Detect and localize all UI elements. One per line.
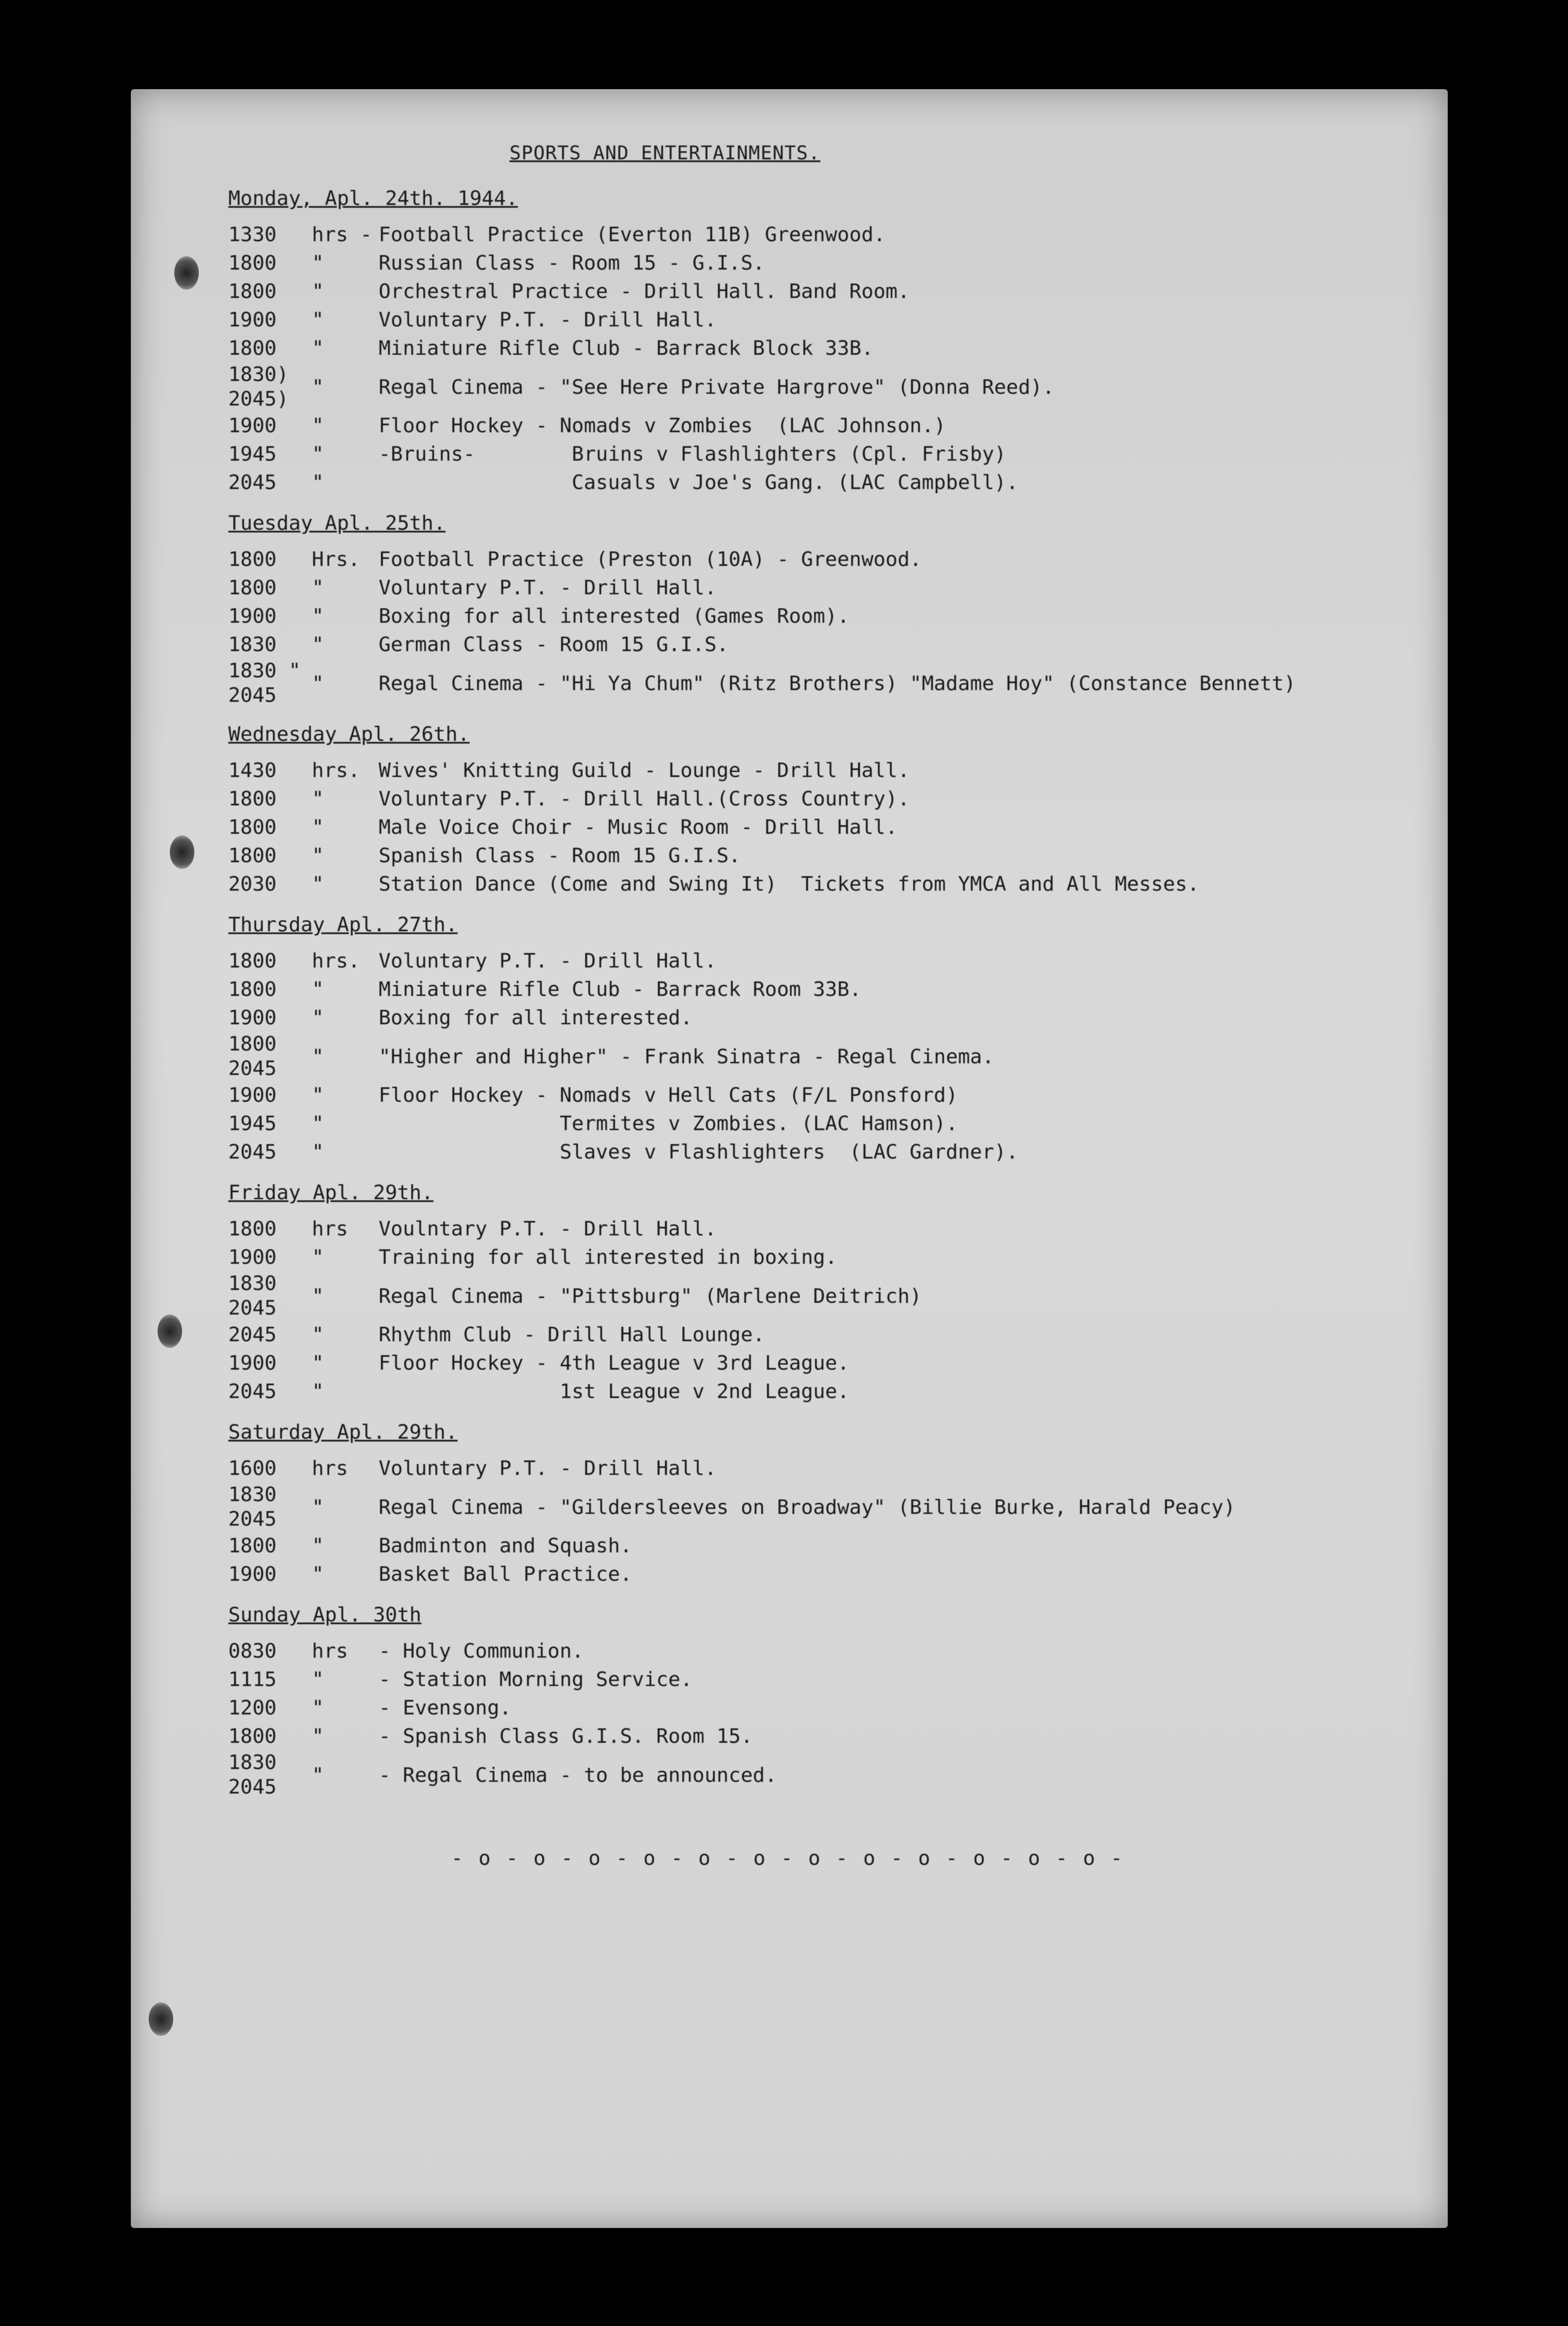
schedule-row bbox=[228, 1032, 1437, 1081]
entry-unit: Hrs. bbox=[312, 548, 360, 571]
entry-time: 1900 bbox=[228, 1006, 277, 1029]
schedule-row bbox=[228, 813, 1437, 842]
entry-time: 1830 2045 bbox=[228, 1751, 277, 1799]
entry-unit: " bbox=[312, 1352, 324, 1375]
entry-unit: " bbox=[312, 1496, 324, 1519]
day-section bbox=[228, 1418, 1437, 1589]
entry-time: 1900 bbox=[228, 414, 277, 437]
day-heading: Friday Apl. 29th. bbox=[228, 1181, 434, 1204]
entry-unit: " bbox=[312, 605, 324, 628]
entry-desc: Voluntary P.T. - Drill Hall. bbox=[379, 1457, 717, 1480]
schedule-row bbox=[228, 659, 1437, 708]
schedule-row bbox=[228, 306, 1437, 334]
schedule-row bbox=[228, 574, 1437, 602]
schedule-row bbox=[228, 1454, 1437, 1483]
entry-time: 1600 bbox=[228, 1457, 277, 1480]
entry-desc: -Bruins- Bruins v Flashlighters (Cpl. Frisby) bbox=[379, 443, 1007, 466]
entry-time: 1800 bbox=[228, 787, 277, 810]
schedule-row bbox=[228, 1081, 1437, 1110]
schedule-row bbox=[228, 1321, 1437, 1349]
entry-time: 1800 bbox=[228, 576, 277, 599]
entry-time: 1830) 2045) bbox=[228, 363, 289, 411]
schedule-row bbox=[228, 1637, 1437, 1665]
schedule-row bbox=[228, 842, 1437, 870]
schedule-row bbox=[228, 602, 1437, 631]
entry-time: 1900 bbox=[228, 604, 277, 628]
entry-desc: German Class - Room 15 G.I.S. bbox=[379, 633, 729, 656]
entry-unit: " bbox=[312, 1045, 324, 1068]
schedule-row bbox=[228, 334, 1437, 363]
entry-time: 0830 bbox=[228, 1639, 277, 1663]
document-page bbox=[131, 89, 1448, 2228]
schedule-row bbox=[228, 1751, 1437, 1800]
schedule-row bbox=[228, 1665, 1437, 1694]
schedule-row bbox=[228, 1560, 1437, 1589]
entry-time: 1900 bbox=[228, 1245, 277, 1269]
schedule bbox=[228, 184, 1437, 1800]
entry-time: 1830 " 2045 bbox=[228, 659, 301, 707]
entry-time: 2045 bbox=[228, 1140, 277, 1164]
entry-unit: " bbox=[312, 280, 324, 303]
schedule-row bbox=[228, 440, 1437, 468]
entry-time: 1830 2045 bbox=[228, 1272, 277, 1320]
day-heading: Sunday Apl. 30th bbox=[228, 1604, 422, 1626]
schedule-row bbox=[228, 870, 1437, 898]
day-heading: Wednesday Apl. 26th. bbox=[228, 723, 470, 746]
schedule-row bbox=[228, 947, 1437, 975]
entry-desc: Boxing for all interested. bbox=[379, 1006, 693, 1029]
day-heading: Thursday Apl. 27th. bbox=[228, 913, 458, 936]
entry-unit: " bbox=[312, 1246, 324, 1269]
entry-unit: hrs bbox=[312, 1218, 349, 1240]
entry-unit: " bbox=[312, 873, 324, 896]
entry-desc: Voluntary P.T. - Drill Hall.(Cross Country). bbox=[379, 788, 910, 810]
entry-desc: Floor Hockey - 4th League v 3rd League. bbox=[379, 1352, 850, 1375]
entry-time: 1945 bbox=[228, 1112, 277, 1135]
entry-unit: hrs bbox=[312, 1640, 349, 1663]
entry-unit: " bbox=[312, 414, 324, 437]
schedule-row bbox=[228, 1272, 1437, 1321]
day-heading: Saturday Apl. 29th. bbox=[228, 1421, 458, 1444]
entry-time: 1200 bbox=[228, 1696, 277, 1719]
entry-desc: "Higher and Higher" - Frank Sinatra - Regal Cinema. bbox=[379, 1045, 994, 1068]
day-heading: Monday, Apl. 24th. 1944. bbox=[228, 187, 518, 210]
schedule-row bbox=[228, 1138, 1437, 1166]
entry-unit: hrs - bbox=[312, 223, 373, 246]
schedule-row bbox=[228, 975, 1437, 1004]
schedule-row bbox=[228, 1483, 1437, 1532]
entry-time: 1800 bbox=[228, 251, 277, 275]
entry-unit: " bbox=[312, 471, 324, 494]
schedule-row bbox=[228, 468, 1437, 497]
entry-unit: " bbox=[312, 576, 324, 599]
entry-unit: " bbox=[312, 1563, 324, 1586]
entry-desc: Male Voice Choir - Music Room - Drill Hall. bbox=[379, 816, 898, 839]
schedule-row bbox=[228, 1004, 1437, 1032]
entry-desc: Badminton and Squash. bbox=[379, 1535, 633, 1557]
schedule-row bbox=[228, 1694, 1437, 1722]
entry-time: 1800 bbox=[228, 336, 277, 360]
entry-unit: " bbox=[312, 337, 324, 360]
entry-time: 1800 bbox=[228, 978, 277, 1001]
entry-unit: " bbox=[312, 1725, 324, 1748]
entry-time: 1945 bbox=[228, 442, 277, 466]
entry-unit: " bbox=[312, 633, 324, 656]
entry-time: 1800 bbox=[228, 844, 277, 867]
schedule-row bbox=[228, 249, 1437, 277]
punch-hole bbox=[174, 256, 199, 290]
schedule-row bbox=[228, 1243, 1437, 1272]
day-section bbox=[228, 184, 1437, 497]
day-section bbox=[228, 1601, 1437, 1800]
entry-unit: " bbox=[312, 788, 324, 810]
entry-time: 1900 bbox=[228, 1083, 277, 1107]
entry-time: 1800 bbox=[228, 280, 277, 303]
entry-time: 1900 bbox=[228, 1562, 277, 1586]
entry-unit: " bbox=[312, 1006, 324, 1029]
page-title: SPORTS AND ENTERTAINMENTS. bbox=[509, 142, 821, 164]
entry-unit: " bbox=[312, 844, 324, 867]
entry-unit: " bbox=[312, 1380, 324, 1403]
entry-desc: - Holy Communion. bbox=[379, 1640, 584, 1663]
entry-unit: " bbox=[312, 1141, 324, 1164]
entry-desc: Wives' Knitting Guild - Lounge - Drill Hall. bbox=[379, 759, 910, 782]
punch-hole bbox=[170, 835, 194, 869]
entry-unit: " bbox=[312, 1697, 324, 1719]
entry-desc: Termites v Zombies. (LAC Hamson). bbox=[379, 1112, 958, 1135]
entry-unit: " bbox=[312, 816, 324, 839]
entry-time: 1900 bbox=[228, 1351, 277, 1375]
entry-time: 2045 bbox=[228, 1380, 277, 1403]
schedule-row bbox=[228, 1349, 1437, 1377]
day-heading: Tuesday Apl. 25th. bbox=[228, 512, 446, 535]
entry-unit: " bbox=[312, 309, 324, 331]
entry-desc: - Evensong. bbox=[379, 1697, 512, 1719]
entry-desc: Training for all interested in boxing. bbox=[379, 1246, 837, 1269]
entry-desc: Regal Cinema - "Gildersleeves on Broadway" (Billie Burke, Harald Peacy) bbox=[379, 1496, 1236, 1519]
schedule-row bbox=[228, 1110, 1437, 1138]
day-section bbox=[228, 1179, 1437, 1406]
entry-desc: Regal Cinema - "See Here Private Hargrove" (Donna Reed). bbox=[379, 375, 1055, 399]
entry-desc: Voluntary P.T. - Drill Hall. bbox=[379, 576, 717, 599]
entry-desc: Spanish Class - Room 15 G.I.S. bbox=[379, 844, 741, 867]
entry-desc: Football Practice (Everton 11B) Greenwood. bbox=[379, 223, 886, 246]
schedule-row bbox=[228, 545, 1437, 574]
schedule-row bbox=[228, 1722, 1437, 1751]
entry-time: 1800 bbox=[228, 548, 277, 571]
entry-unit: " bbox=[312, 1284, 324, 1308]
entry-desc: Basket Ball Practice. bbox=[379, 1563, 633, 1586]
entry-unit: " bbox=[312, 1763, 324, 1787]
entry-unit: " bbox=[312, 1668, 324, 1691]
entry-time: 1800 2045 bbox=[228, 1033, 277, 1080]
entry-time: 2030 bbox=[228, 872, 277, 896]
entry-time: 1430 bbox=[228, 759, 277, 782]
entry-time: 1800 bbox=[228, 949, 277, 973]
schedule-row bbox=[228, 1377, 1437, 1406]
entry-time: 1800 bbox=[228, 1534, 277, 1557]
day-section bbox=[228, 509, 1437, 708]
entry-desc: Football Practice (Preston (10A) - Greenwood. bbox=[379, 548, 922, 571]
entry-unit: " bbox=[312, 1084, 324, 1107]
entry-desc: - Station Morning Service. bbox=[379, 1668, 693, 1691]
schedule-row bbox=[228, 785, 1437, 813]
schedule-row bbox=[228, 363, 1437, 412]
entry-time: 1900 bbox=[228, 308, 277, 331]
schedule-row bbox=[228, 412, 1437, 440]
entry-desc: Regal Cinema - "Hi Ya Chum" (Ritz Brothers) "Madame Hoy" (Constance Bennett) bbox=[379, 672, 1296, 695]
entry-unit: hrs bbox=[312, 1457, 349, 1480]
document-content bbox=[228, 139, 1437, 1873]
entry-desc: Miniature Rifle Club - Barrack Room 33B. bbox=[379, 978, 861, 1001]
entry-time: 2045 bbox=[228, 1323, 277, 1346]
schedule-row bbox=[228, 631, 1437, 659]
entry-unit: " bbox=[312, 1535, 324, 1557]
entry-desc: 1st League v 2nd League. bbox=[379, 1380, 850, 1403]
entry-desc: Voluntary P.T. - Drill Hall. bbox=[379, 309, 717, 331]
entry-time: 1330 bbox=[228, 223, 277, 246]
entry-desc: Voulntary P.T. - Drill Hall. bbox=[379, 1218, 717, 1240]
punch-hole bbox=[158, 1315, 182, 1348]
entry-desc: Miniature Rifle Club - Barrack Block 33B. bbox=[379, 337, 874, 360]
entry-desc: Orchestral Practice - Drill Hall. Band Room. bbox=[379, 280, 910, 303]
entry-unit: hrs. bbox=[312, 950, 360, 973]
entry-time: 1830 2045 bbox=[228, 1483, 277, 1531]
entry-unit: " bbox=[312, 1323, 324, 1346]
schedule-row bbox=[228, 277, 1437, 306]
entry-desc: - Spanish Class G.I.S. Room 15. bbox=[379, 1725, 753, 1748]
entry-desc: Boxing for all interested (Games Room). bbox=[379, 605, 850, 628]
punch-hole bbox=[149, 2002, 173, 2036]
entry-desc: Russian Class - Room 15 - G.I.S. bbox=[379, 252, 765, 275]
entry-desc: Floor Hockey - Nomads v Zombies (LAC Johnson.) bbox=[379, 414, 946, 437]
entry-desc: - Regal Cinema - to be announced. bbox=[379, 1763, 777, 1787]
entry-time: 1800 bbox=[228, 1724, 277, 1748]
entry-unit: hrs. bbox=[312, 759, 360, 782]
schedule-row bbox=[228, 1532, 1437, 1560]
entry-unit: " bbox=[312, 978, 324, 1001]
entry-desc: Voluntary P.T. - Drill Hall. bbox=[379, 950, 717, 973]
entry-desc: Casuals v Joe's Gang. (LAC Campbell). bbox=[379, 471, 1018, 494]
entry-desc: Floor Hockey - Nomads v Hell Cats (F/L Ponsford) bbox=[379, 1084, 958, 1107]
schedule-row bbox=[228, 756, 1437, 785]
entry-desc: Slaves v Flashlighters (LAC Gardner). bbox=[379, 1141, 1018, 1164]
day-section bbox=[228, 720, 1437, 898]
divider: - o - o - o - o - o - o - o - o - o - o - o - o - bbox=[451, 1847, 1125, 1870]
entry-unit: " bbox=[312, 672, 324, 695]
schedule-row bbox=[228, 221, 1437, 249]
entry-unit: " bbox=[312, 443, 324, 466]
entry-unit: " bbox=[312, 252, 324, 275]
entry-desc: Station Dance (Come and Swing It) Tickets from YMCA and All Messes. bbox=[379, 873, 1199, 896]
entry-desc: Rhythm Club - Drill Hall Lounge. bbox=[379, 1323, 765, 1346]
entry-time: 2045 bbox=[228, 471, 277, 494]
schedule-row bbox=[228, 1215, 1437, 1243]
entry-unit: " bbox=[312, 1112, 324, 1135]
entry-time: 1800 bbox=[228, 1217, 277, 1240]
entry-time: 1830 bbox=[228, 633, 277, 656]
entry-time: 1800 bbox=[228, 815, 277, 839]
day-section bbox=[228, 911, 1437, 1166]
entry-time: 1115 bbox=[228, 1668, 277, 1691]
entry-desc: Regal Cinema - "Pittsburg" (Marlene Deitrich) bbox=[379, 1284, 922, 1308]
entry-unit: " bbox=[312, 375, 324, 399]
